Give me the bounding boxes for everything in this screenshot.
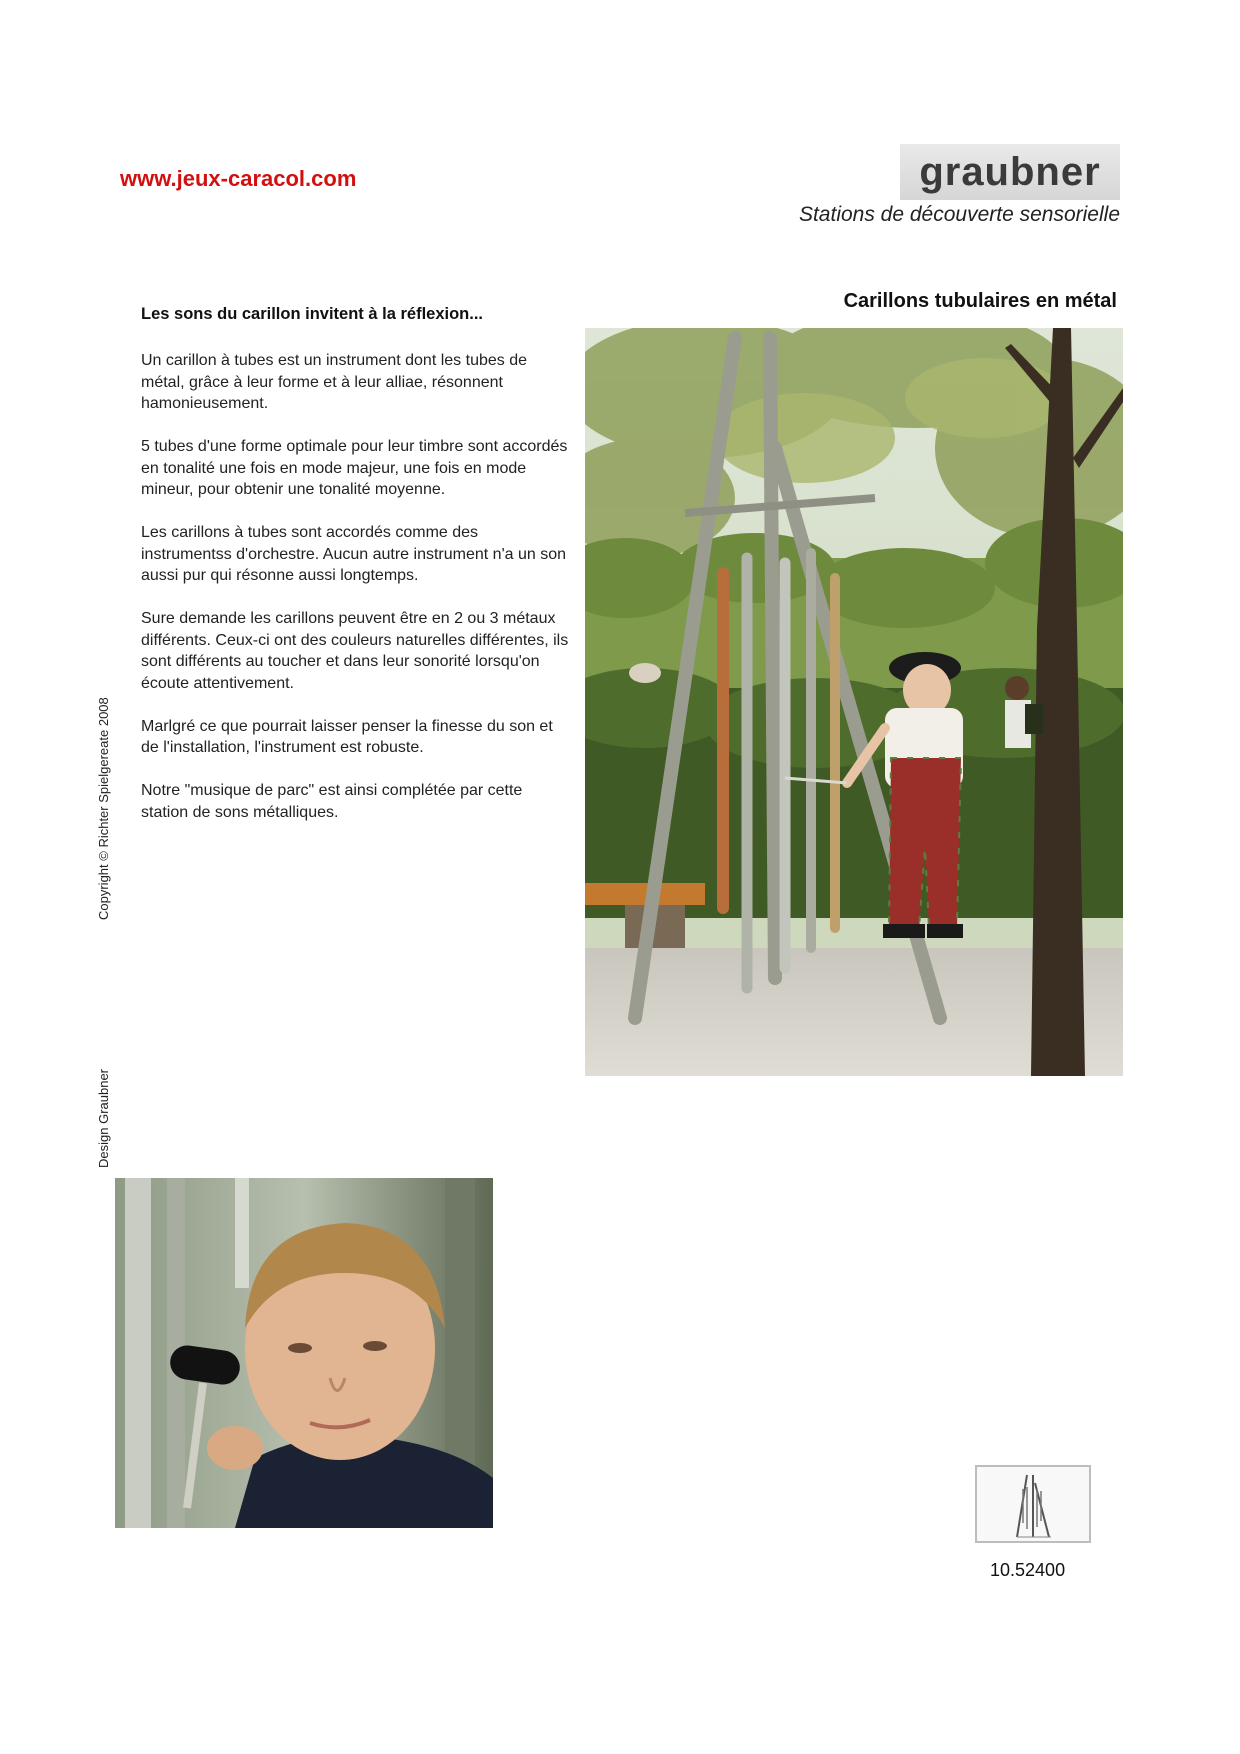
paragraph: Notre "musique de parc" est ainsi complétée par cette station de sons métalliques. (141, 782, 523, 821)
site-url-link[interactable]: www.jeux-caracol.com (120, 166, 357, 191)
brand-logo-text: graubner (919, 149, 1101, 194)
paragraph: Sure demande les carillons peuvent être en 2 ou 3 métaux différents. Ceux-ci ont des couleurs naturelles différentes, ils sont différents au toucher et dans leur sonorité lorsqu'on écoute attentivement. (141, 610, 569, 692)
main-photo (585, 328, 1123, 1076)
body-text (141, 350, 571, 845)
paragraph: Un carillon à tubes est un instrument dont les tubes de métal, grâce à leur forme et à leur alliae, résonnent hamonieusement. (141, 352, 527, 412)
page-subtitle: Stations de découverte sensorielle (798, 203, 1120, 226)
copyright-note: Copyright © Richter Spielgereate 2008 (96, 697, 111, 920)
boy-photo (115, 1178, 493, 1528)
brand-logo (900, 144, 1120, 200)
paragraph: 5 tubes d'une forme optimale pour leur timbre sont accordés en tonalité une fois en mode majeur, une fois en mode mineur, pour obtenir une tonalité moyenne. (141, 438, 568, 498)
product-thumbnail (975, 1465, 1091, 1543)
design-credit: Design Graubner (96, 1069, 111, 1168)
section-title: Carillons tubulaires en métal (843, 290, 1117, 312)
paragraph: Marlgré ce que pourrait laisser penser la finesse du son et de l'installation, l'instrument est robuste. (141, 717, 553, 756)
article-number: 10.52400 (990, 1560, 1066, 1580)
intro-heading: Les sons du carillon invitent à la réflexion... (141, 305, 484, 323)
paragraph: Les carillons à tubes sont accordés comme des instrumentss d'orchestre. Aucun autre instrument n'a un son aussi pur qui résonne aussi longtemps. (141, 524, 566, 584)
